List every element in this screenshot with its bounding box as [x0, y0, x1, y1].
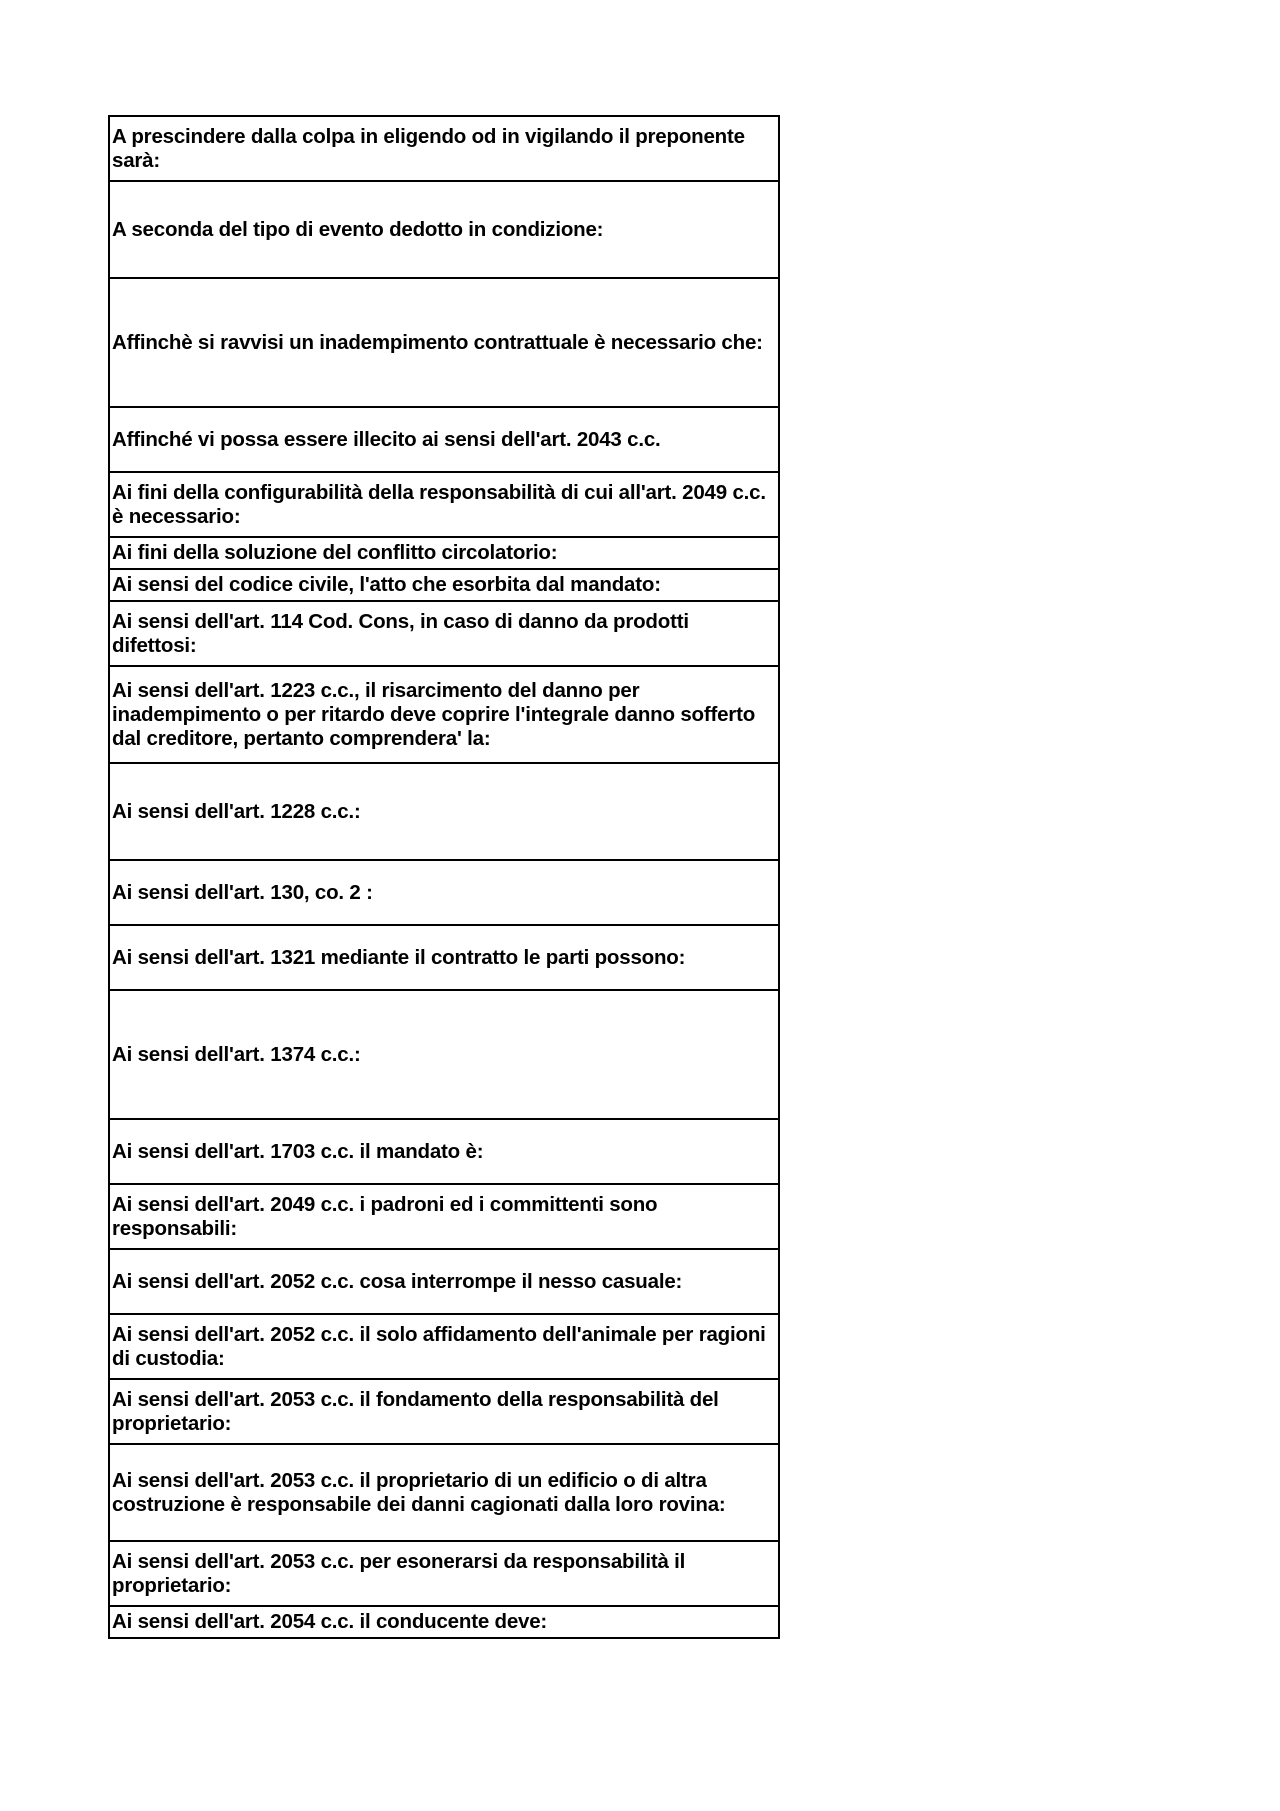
table-row [109, 537, 779, 569]
table-row [109, 569, 779, 601]
table-cell: Ai sensi del codice civile, l'atto che esorbita dal mandato: [109, 569, 779, 601]
table-cell: Affinchè si ravvisi un inadempimento contrattuale è necessario che: [109, 278, 779, 407]
table-cell: Ai sensi dell'art. 114 Cod. Cons, in caso di danno da prodotti difettosi: [109, 601, 779, 666]
table-cell: Ai sensi dell'art. 1321 mediante il contratto le parti possono: [109, 925, 779, 990]
table-row [109, 1379, 779, 1444]
questions-table-body [109, 116, 779, 1638]
table-row [109, 278, 779, 407]
table-row [109, 1184, 779, 1249]
table-cell: Ai fini della configurabilità della responsabilità di cui all'art. 2049 c.c. è necessario: [109, 472, 779, 537]
table-row [109, 666, 779, 763]
table-row [109, 181, 779, 278]
table-cell: Ai sensi dell'art. 130, co. 2 : [109, 860, 779, 925]
table-cell: Ai sensi dell'art. 1703 c.c. il mandato è: [109, 1119, 779, 1184]
table-row [109, 1444, 779, 1541]
table-row [109, 1119, 779, 1184]
table-cell: Affinché vi possa essere illecito ai sensi dell'art. 2043 c.c. [109, 407, 779, 472]
table-cell: Ai sensi dell'art. 1228 c.c.: [109, 763, 779, 860]
table-row [109, 763, 779, 860]
table-row [109, 407, 779, 472]
table-cell: Ai sensi dell'art. 1223 c.c., il risarcimento del danno per inadempimento o per ritardo deve coprire l'integrale danno sofferto dal creditore, pertanto comprendera' la: [109, 666, 779, 763]
table-cell: Ai sensi dell'art. 1374 c.c.: [109, 990, 779, 1119]
table-cell: A prescindere dalla colpa in eligendo od in vigilando il preponente sarà: [109, 116, 779, 181]
table-row [109, 1606, 779, 1638]
table-row [109, 1541, 779, 1606]
table-row [109, 601, 779, 666]
table-row [109, 860, 779, 925]
questions-table [108, 115, 780, 1639]
table-row [109, 990, 779, 1119]
table-row [109, 472, 779, 537]
table-row [109, 1314, 779, 1379]
table-cell: Ai fini della soluzione del conflitto circolatorio: [109, 537, 779, 569]
table-cell: Ai sensi dell'art. 2053 c.c. il fondamento della responsabilità del proprietario: [109, 1379, 779, 1444]
table-cell: A seconda del tipo di evento dedotto in condizione: [109, 181, 779, 278]
table-row [109, 1249, 779, 1314]
table-row [109, 925, 779, 990]
table-row [109, 116, 779, 181]
table-cell: Ai sensi dell'art. 2053 c.c. il proprietario di un edificio o di altra costruzione è responsabile dei danni cagionati dalla loro rovina: [109, 1444, 779, 1541]
table-cell: Ai sensi dell'art. 2052 c.c. cosa interrompe il nesso casuale: [109, 1249, 779, 1314]
table-cell: Ai sensi dell'art. 2053 c.c. per esonerarsi da responsabilità il proprietario: [109, 1541, 779, 1606]
table-cell: Ai sensi dell'art. 2054 c.c. il conducente deve: [109, 1606, 779, 1638]
table-cell: Ai sensi dell'art. 2049 c.c. i padroni ed i committenti sono responsabili: [109, 1184, 779, 1249]
table-cell: Ai sensi dell'art. 2052 c.c. il solo affidamento dell'animale per ragioni di custodia: [109, 1314, 779, 1379]
